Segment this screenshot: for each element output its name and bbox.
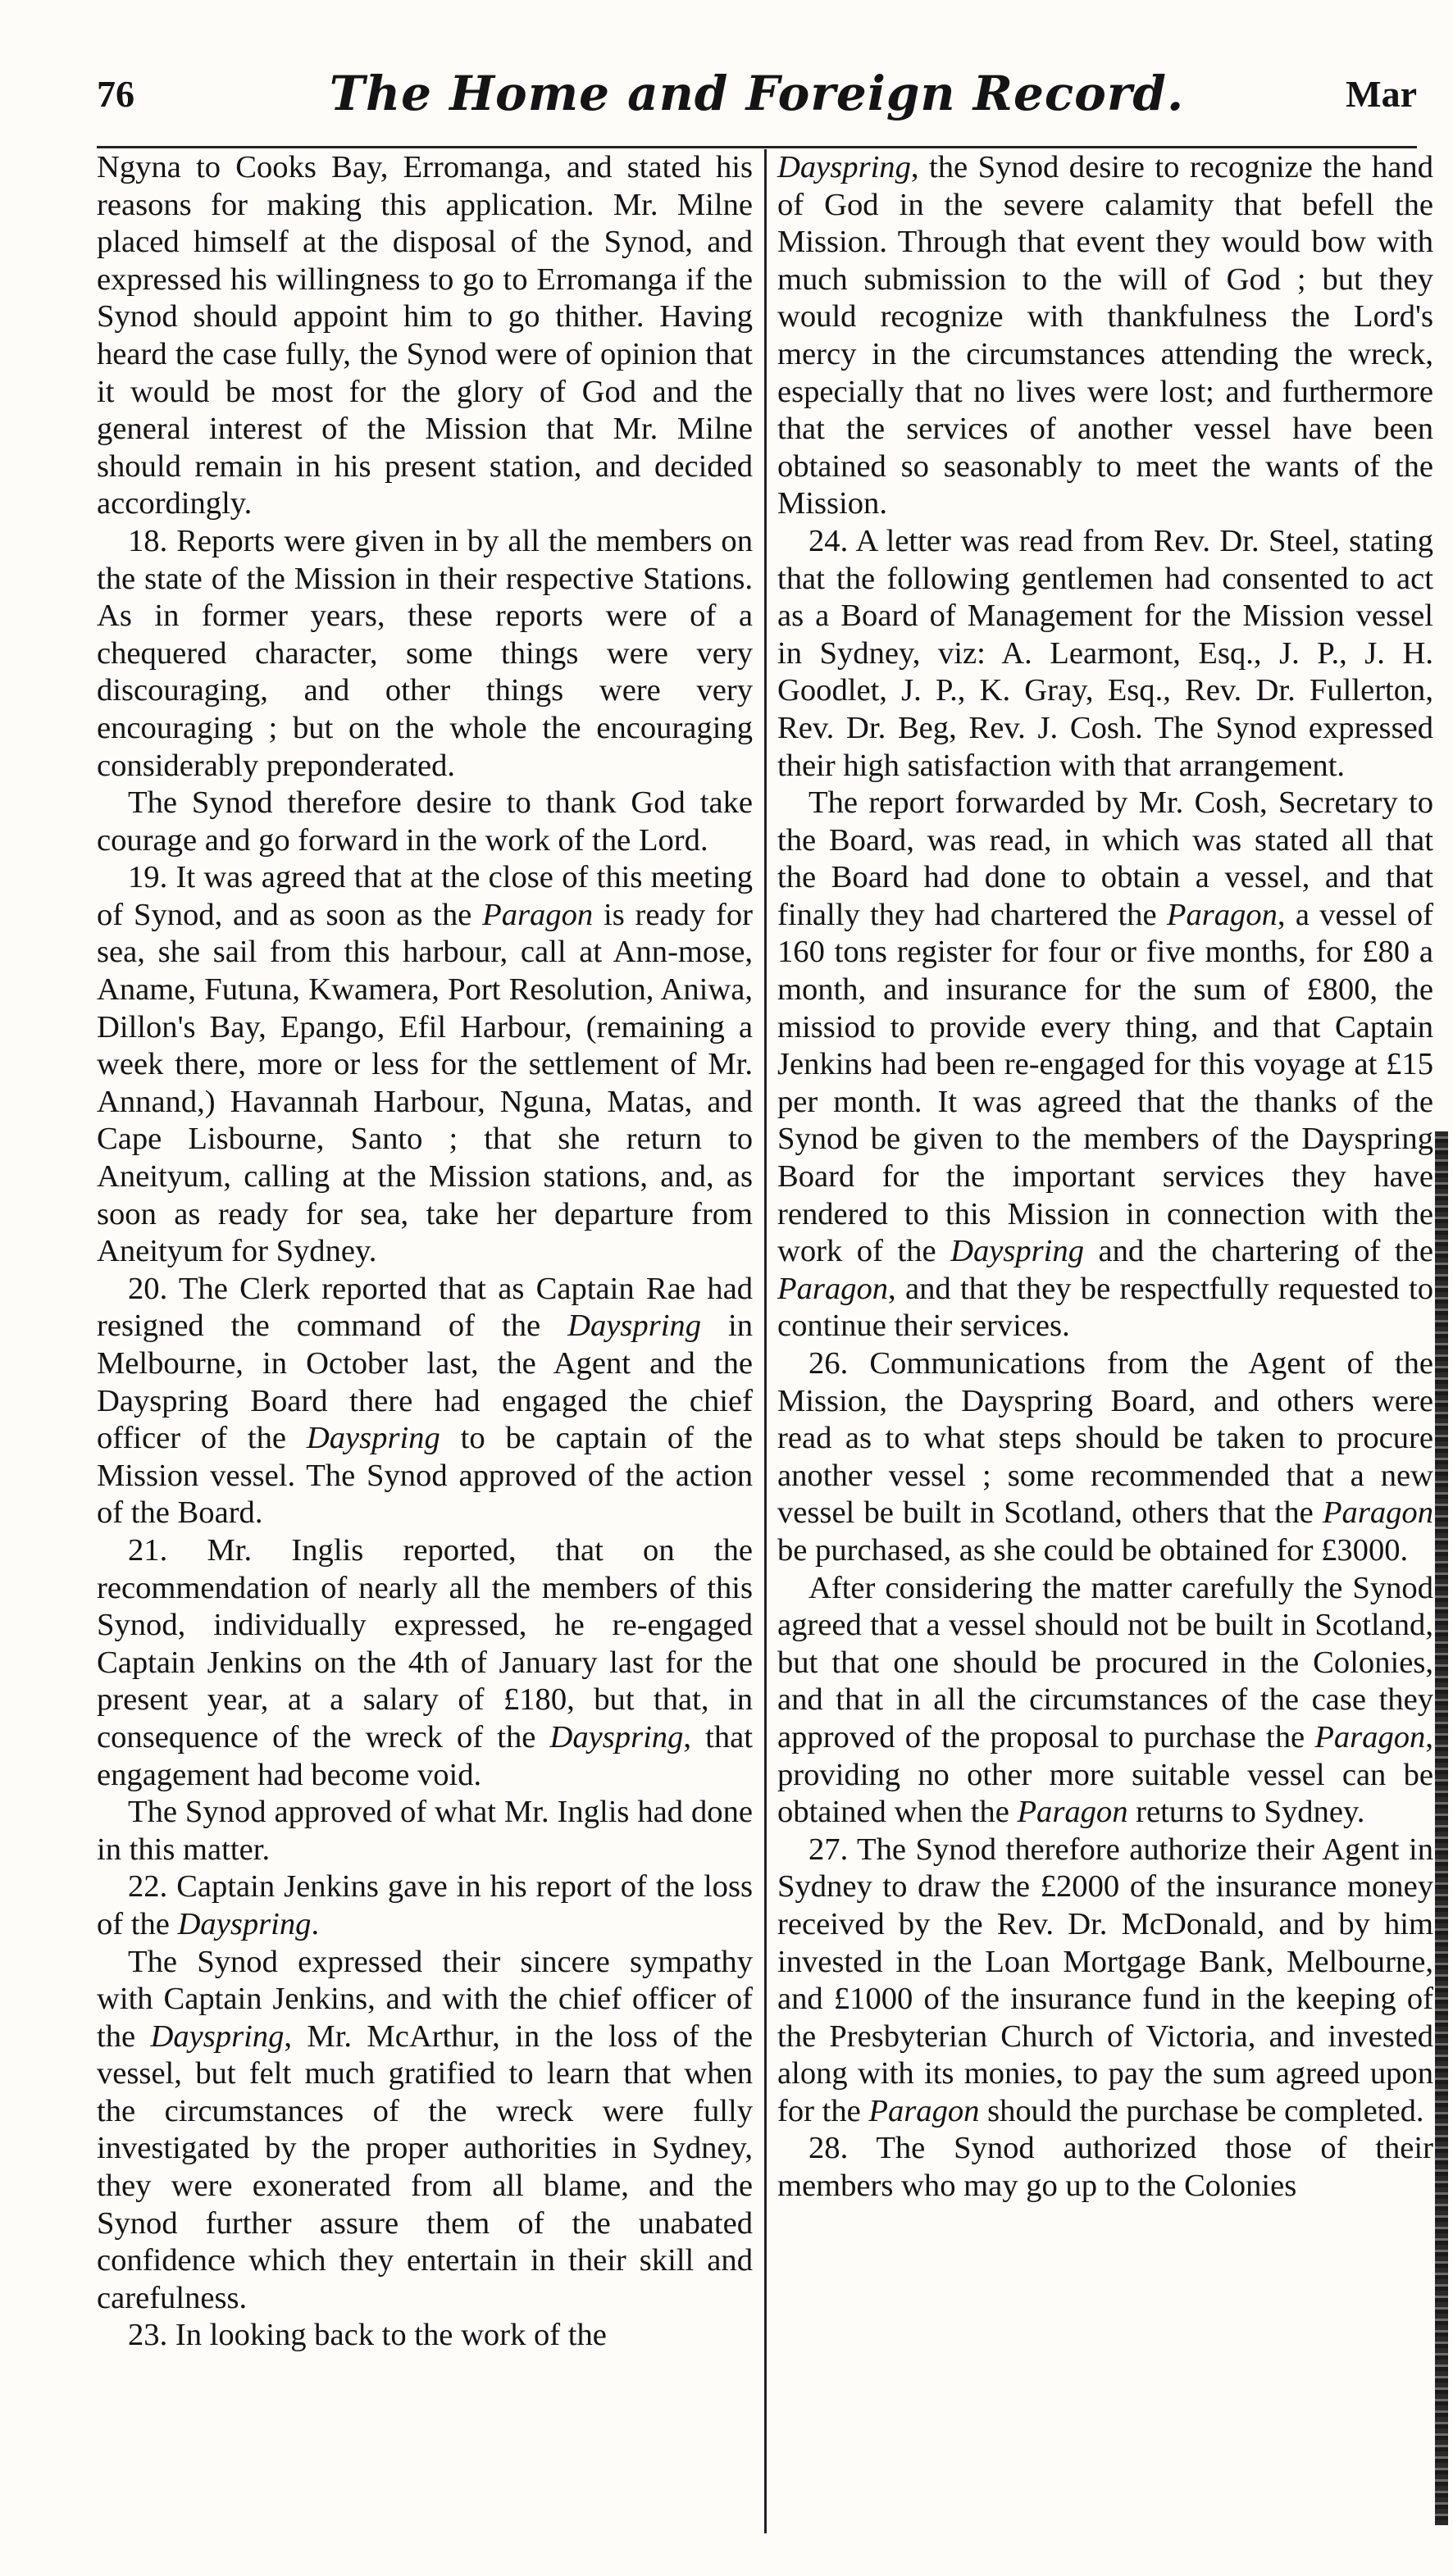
journal-title: The Home and Foreign Record.	[329, 66, 1185, 121]
paragraph: 26. Communications from the Agent of the Mission, the Dayspring Board, and others were read as to what steps should be taken to procure another vessel ; some recommended that a new vessel be built in Scotland, others that the Paragon be purchased, as she could be obtained for £3000.	[777, 1346, 1433, 1568]
paragraph: The Synod approved of what Mr. Inglis had done in this matter.	[97, 1795, 753, 1867]
paragraph: 27. The Synod therefore authorize their Agent in Sydney to draw the £2000 of the insurance money received by the Rev. Dr. McDonald, and by him invested in the Loan Mortgage Bank, Melbourne, and £1000 of the insurance fund in the keeping of the Presbyterian Church of Victoria, and invested along with its monies, to pay the sum agreed upon for the Paragon should the purchase be completed.	[777, 1832, 1433, 2128]
paragraph: 28. The Synod authorized those of their members who may go up to the Colonies	[777, 2131, 1433, 2204]
paragraph: Ngyna to Cooks Bay, Erromanga, and stated his reasons for making this application. Mr. Milne placed himself at the disposal of the Synod, and expressed his willingness to go to Erromanga if the Synod should appoint him to go thither. Having heard the case fully, the Synod were of opinion that it would be most for the glory of God and the general interest of the Mission that Mr. Milne should remain in his present station, and decided accordingly.	[97, 150, 753, 521]
left-column	[97, 149, 753, 2355]
paragraph: Dayspring, the Synod desire to recognize the hand of God in the severe calamity that befell the Mission. Through that event they would bow with much submission to the will of God ; but they would recognize with thankfulness the Lord's mercy in the circumstances attending the wreck, especially that no lives were lost; and furthermore that the services of another vessel have been obtained so seasonably to meet the wants of the Mission.	[777, 150, 1433, 521]
paragraph: 21. Mr. Inglis reported, that on the recommendation of nearly all the members of this Synod, individually expressed, he re-engaged Captain Jenkins on the 4th of January last for the present year, at a salary of £180, but that, in consequence of the wreck of the Dayspring, that engagement had become void.	[97, 1532, 753, 1792]
paragraph: 20. The Clerk reported that as Captain Rae had resigned the command of the Dayspring in Melbourne, in October last, the Agent and the Dayspring Board there had engaged the chief officer of the Dayspring to be captain of the Mission vessel. The Synod approved of the action of the Board.	[97, 1271, 754, 1531]
paragraph: The Synod expressed their sincere sympathy with Captain Jenkins, and with the chief officer of the Dayspring, Mr. McArthur, in the loss of the vessel, but felt much gratified to learn that when the circumstances of the wreck were fully investigated by the proper authorities in Sydney, they were exonerated from all blame, and the Synod further assure them of the unabated confidence which they entertain in their skill and carefulness.	[97, 1944, 753, 2315]
header-rule	[97, 146, 1417, 148]
column-divider	[764, 149, 767, 2533]
paragraph: After considering the matter carefully the Synod agreed that a vessel should not be built in Scotland, but that one should be procured in the Colonies, and that in all the circumstances of the case they approved of the proposal to purchase the Paragon, providing no other more suitable vessel can be obtained when the Paragon returns to Sydney.	[777, 1570, 1433, 1830]
paragraph: 22. Captain Jenkins gave in his report of the loss of the Dayspring.	[97, 1869, 753, 1941]
paragraph: The report forwarded by Mr. Cosh, Secretary to the Board, was read, in which was stated all that the Board had done to obtain a vessel, and that finally they had chartered the Paragon, a vessel of 160 tons register for four or five months, for £80 a month, and insurance for the sum of £800, the missiod to provide every thing, and that Captain Jenkins had been re-engaged for this voyage at £15 per month. It was agreed that the thanks of the Synod be given to the members of the Dayspring Board for the important services they have rendered to this Mission in connection with the work of the Dayspring and the chartering of the Paragon, and that they be respectfully requested to continue their services.	[777, 785, 1433, 1344]
paragraph: 24. A letter was read from Rev. Dr. Steel, stating that the following gentlemen had consented to act as a Board of Management for the Mission vessel in Sydney, viz: A. Learmont, Esq., J. P., J. H. Goodlet, J. P., K. Gray, Esq., Rev. Dr. Fullerton, Rev. Dr. Beg, Rev. J. Cosh. The Synod expressed their high satisfaction with that arrangement.	[777, 523, 1433, 783]
paragraph: 18. Reports were given in by all the members on the state of the Mission in their respective Stations. As in former years, these reports were of a chequered character, some things were very discouraging, and other things were very encouraging ; but on the whole the encouraging considerably preponderated.	[97, 523, 753, 783]
paragraph: 23. In looking back to the work of the	[128, 2318, 607, 2353]
paragraph: The Synod therefore desire to thank God take courage and go forward in the work of the Lord.	[97, 785, 753, 858]
running-month: Mar	[1346, 73, 1417, 115]
page-number: 76	[97, 73, 134, 115]
page-edge-shadow	[1435, 1131, 1448, 2525]
right-column	[777, 149, 1433, 2205]
running-header	[97, 66, 1417, 139]
page	[97, 66, 1433, 2542]
paragraph: 19. It was agreed that at the close of this meeting of Synod, and as soon as the Paragon is ready for sea, she sail from this harbour, call at Ann-mose, Aname, Futuna, Kwamera, Port Resolution, Aniwa, Dillon's Bay, Epango, Efil Harbour, (remaining a week there, more or less for the settlement of Mr. Annand,) Havannah Harbour, Nguna, Matas, and Cape Lisbourne, Santo ; that she return to Aneityum, calling at the Mission stations, and, as soon as ready for sea, take her departure from Aneityum for Sydney.	[97, 860, 753, 1269]
